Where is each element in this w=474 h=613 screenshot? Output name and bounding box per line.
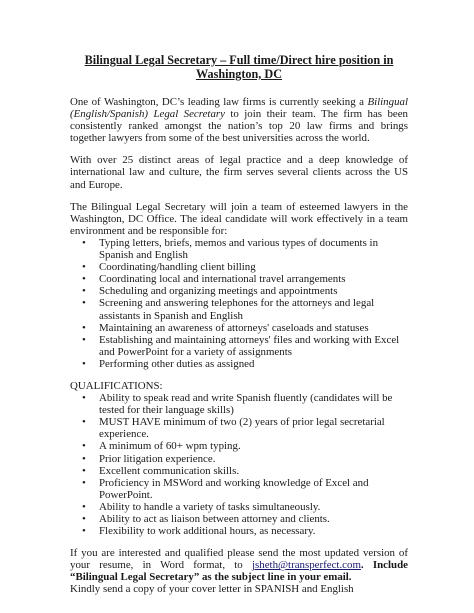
cover-letter-note: Kindly send a copy of your cover letter in SPANISH and English bbox=[70, 583, 354, 596]
list-item bbox=[70, 285, 408, 297]
bullet-icon: • bbox=[82, 297, 86, 310]
bullet-icon: • bbox=[82, 357, 86, 370]
list-item bbox=[70, 513, 408, 525]
list-item-text: Ability to act as liaison between attorney and clients. bbox=[99, 513, 330, 525]
list-item bbox=[70, 392, 408, 416]
bullet-icon: • bbox=[82, 321, 86, 334]
intro-paragraph bbox=[70, 96, 408, 144]
bullet-icon: • bbox=[82, 452, 86, 465]
bullet-icon: • bbox=[82, 464, 86, 477]
list-item bbox=[70, 501, 408, 513]
role-paragraph: The Bilingual Legal Secretary will join a team of esteemed lawyers in the Washington, DC Office. The ideal candidate will work effectively in a team environment and be responsible for: bbox=[70, 200, 408, 237]
list-item-text: A minimum of 60+ wpm typing. bbox=[99, 440, 241, 453]
bullet-icon: • bbox=[82, 261, 86, 274]
closing-text: If you are interested and qualified please send the most updated version of your resume, in Word format, to bbox=[70, 547, 408, 572]
bullet-icon: • bbox=[82, 236, 86, 249]
list-item-text: Excellent communication skills. bbox=[99, 464, 240, 477]
list-item-text: Ability to handle a variety of tasks simultaneously. bbox=[99, 500, 321, 513]
list-item bbox=[70, 453, 408, 465]
bullet-icon: • bbox=[82, 392, 86, 405]
list-item-text: Flexibility to work additional hours, as necessary. bbox=[99, 525, 316, 538]
bullet-icon: • bbox=[82, 333, 86, 346]
closing-paragraph bbox=[70, 547, 408, 583]
list-item bbox=[70, 322, 408, 334]
list-item-text: Prior litigation experience. bbox=[99, 452, 216, 465]
list-item bbox=[70, 334, 408, 358]
list-item-text: Ability to speak read and write Spanish fluently (candidates will be tested for their language skills) bbox=[99, 392, 393, 417]
list-item-text: Scheduling and organizing meetings and appointments bbox=[99, 285, 338, 298]
intro-text-2: to join their team. The firm has been consistently ranked amongst the nation’s top 20 law firms and brings together lawyers from some of the best universities across the world. bbox=[70, 108, 408, 145]
list-item bbox=[70, 297, 408, 321]
list-item bbox=[70, 273, 408, 285]
bullet-icon: • bbox=[82, 416, 86, 429]
list-item-text: MUST HAVE minimum of two (2) years of prior legal secretarial experience. bbox=[99, 416, 385, 441]
bullet-icon: • bbox=[82, 285, 86, 298]
intro-text-1: One of Washington, DC’s leading law firms is currently seeking a bbox=[70, 96, 368, 108]
closing-instructions: . Include “Bilingual Legal Secretary” as the subject line in your email. bbox=[70, 559, 408, 584]
qualifications-list bbox=[70, 392, 408, 537]
email-link[interactable]: jsheth@transperfect.com bbox=[252, 559, 361, 572]
title-line-1: Bilingual Legal Secretary – Full time/Direct hire position in bbox=[84, 53, 394, 67]
list-item-text: Typing letters, briefs, memos and various types of documents in Spanish and English bbox=[99, 236, 379, 262]
list-item-text: Proficiency in MSWord and working knowledge of Excel and PowerPoint. bbox=[99, 476, 369, 501]
job-posting-document bbox=[70, 53, 408, 596]
list-item-text: Performing other duties as assigned bbox=[99, 357, 255, 370]
intro-job-title: Bilingual (English/Spanish) Legal Secretary bbox=[70, 96, 408, 121]
list-item bbox=[70, 440, 408, 452]
bullet-icon: • bbox=[82, 273, 86, 286]
document-title bbox=[70, 53, 408, 81]
list-item bbox=[70, 465, 408, 477]
list-item bbox=[70, 477, 408, 501]
list-item bbox=[70, 261, 408, 273]
bullet-icon: • bbox=[82, 513, 86, 525]
responsibilities-list bbox=[70, 237, 408, 370]
list-item bbox=[70, 237, 408, 261]
list-item-text: Maintaining an awareness of attorneys' caseloads and statuses bbox=[99, 321, 369, 334]
list-item-text: Establishing and maintaining attorneys' files and working with Excel and PowerPoint for a variety of assignments bbox=[99, 333, 400, 358]
bullet-icon: • bbox=[82, 500, 86, 513]
list-item-text: Coordinating local and international travel arrangements bbox=[99, 273, 346, 286]
bullet-icon: • bbox=[82, 476, 86, 489]
list-item-text: Screening and answering telephones for the attorneys and legal assistants in Spanish and English bbox=[99, 297, 375, 322]
qualifications-heading: QUALIFICATIONS: bbox=[70, 379, 163, 392]
bullet-icon: • bbox=[82, 440, 86, 453]
list-item bbox=[70, 525, 408, 537]
list-item bbox=[70, 416, 408, 440]
list-item-text: Coordinating/handling client billing bbox=[99, 261, 256, 274]
bullet-icon: • bbox=[82, 525, 86, 538]
list-item bbox=[70, 358, 408, 370]
practice-paragraph: With over 25 distinct areas of legal practice and a deep knowledge of international law and culture, the firm serves several clients across the US and Europe. bbox=[70, 154, 408, 191]
title-line-2: Washington, DC bbox=[195, 67, 282, 81]
